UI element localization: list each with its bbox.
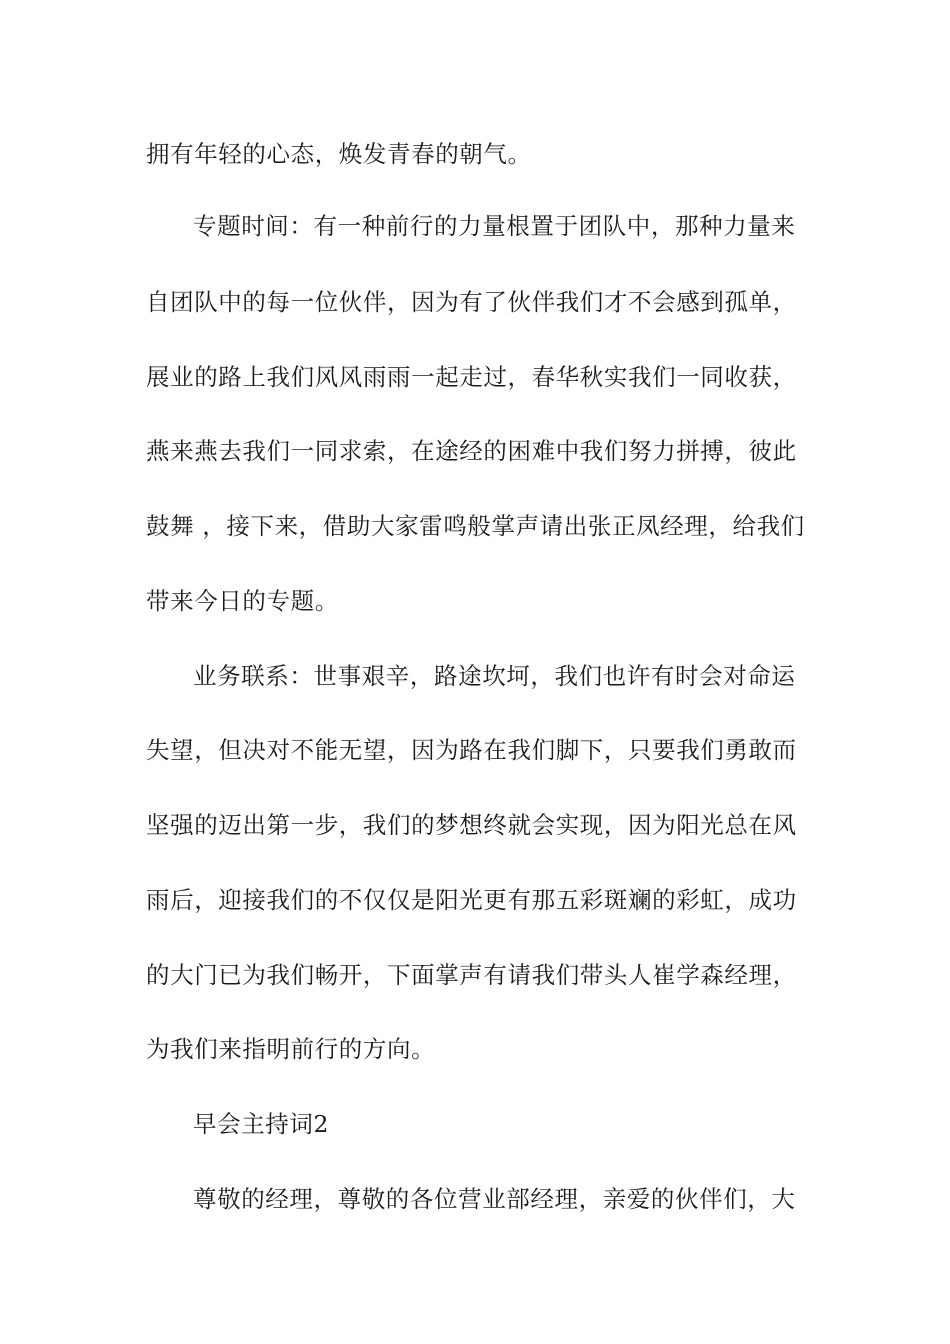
section-heading: 早会主持词2	[193, 1110, 330, 1138]
paragraph-start-business-contact: 业务联系：世事艰辛，路途坎坷，我们也许有时会对命运	[193, 662, 796, 690]
text-line-10: 坚强的迈出第一步，我们的梦想终就会实现，因为阳光总在风	[146, 811, 797, 839]
text-line-11: 雨后，迎接我们的不仅仅是阳光更有那五彩斑斓的彩虹，成功	[146, 886, 797, 914]
text-line-3: 自团队中的每一位伙伴，因为有了伙伴我们才不会感到孤单，	[146, 288, 797, 316]
text-line-7: 带来今日的专题。	[146, 587, 339, 615]
text-line-5: 燕来燕去我们一同求索，在途经的困难中我们努力拼搏，彼此	[146, 437, 797, 465]
paragraph-start-greeting: 尊敬的经理，尊敬的各位营业部经理，亲爱的伙伴们，大	[193, 1185, 796, 1213]
text-line-4: 展业的路上我们风风雨雨一起走过，春华秋实我们一同收获，	[146, 363, 797, 391]
text-line-9: 失望，但决对不能无望，因为路在我们脚下，只要我们勇敢而	[146, 736, 797, 764]
paragraph-start-topic-time: 专题时间：有一种前行的力量根置于团队中，那种力量来	[193, 212, 796, 240]
text-line-6: 鼓舞 ，接下来，借助大家雷鸣般掌声请出张正凤经理，给我们	[146, 512, 805, 540]
text-line-12: 的大门已为我们畅开，下面掌声有请我们带头人崔学森经理，	[146, 961, 797, 989]
text-line-1: 拥有年轻的心态，焕发青春的朝气。	[146, 140, 532, 168]
text-line-13: 为我们来指明前行的方向。	[146, 1035, 436, 1063]
